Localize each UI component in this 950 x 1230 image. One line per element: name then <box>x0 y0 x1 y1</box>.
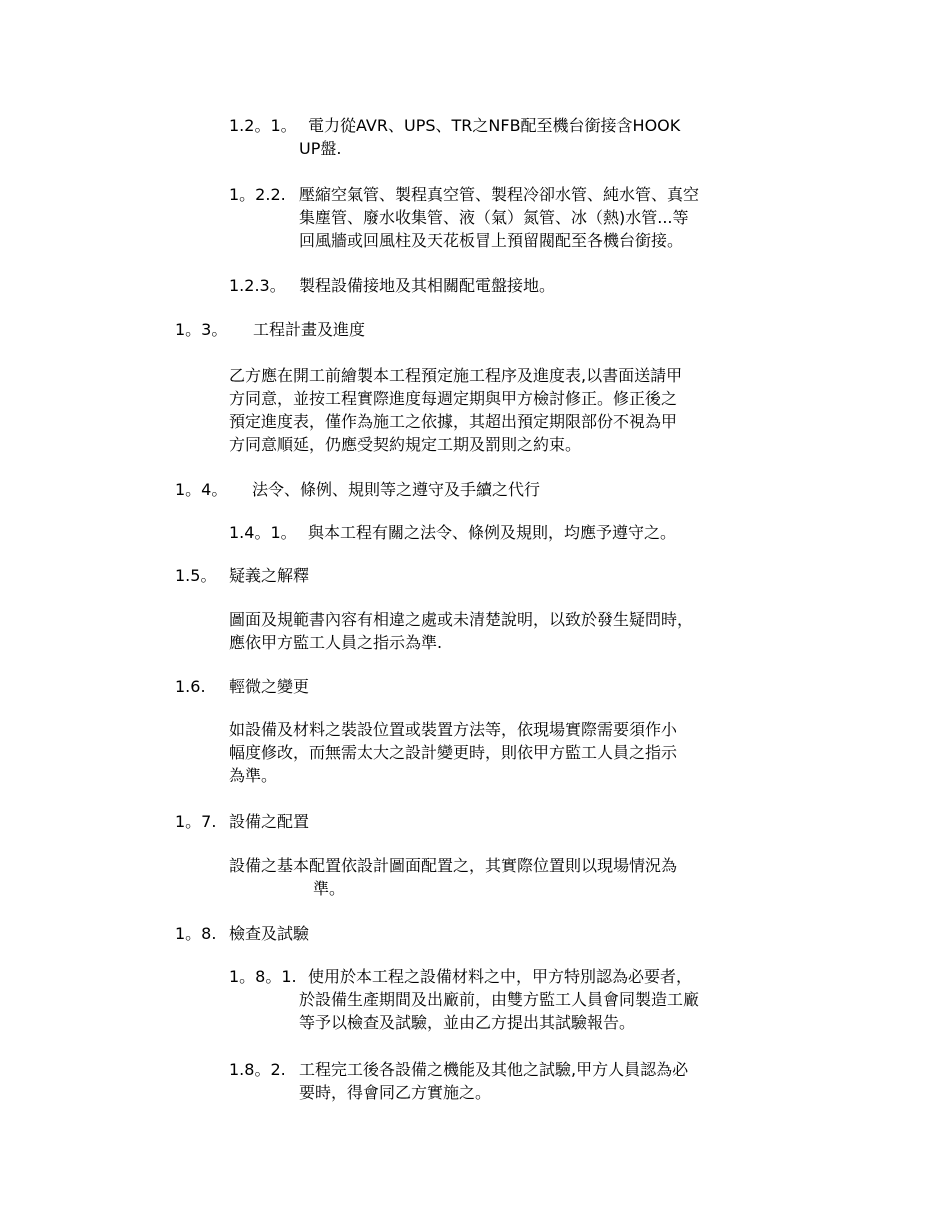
item-text: 要時，得會同乙方實施之。 <box>299 1083 492 1102</box>
paragraph-line: 設備之基本配置依設計圖面配置之，其實際位置則以現場情況為 <box>229 856 678 875</box>
item-text: 集塵管、廢水收集管、液（氣）氮管、冰（熱)水管...等 <box>299 208 689 227</box>
section-title: 輕微之變更 <box>229 677 310 696</box>
paragraph-line: 方同意順延，仍應受契約規定工期及罰則之約束。 <box>229 435 582 454</box>
item-text: 使用於本工程之設備材料之中，甲方特別認為必要者， <box>308 967 693 986</box>
paragraph-1-7 <box>229 854 677 900</box>
section-heading-1-8 <box>175 922 309 945</box>
paragraph-1-3 <box>229 364 682 456</box>
section-number: 1。7. <box>175 812 217 831</box>
item-text: 等予以檢查及試驗，並由乙方提出其試驗報告。 <box>299 1013 636 1032</box>
item-1-8-1 <box>229 965 699 1034</box>
section-title: 法令、條例、規則等之遵守及手續之代行 <box>252 480 541 499</box>
item-1-8-2 <box>229 1058 688 1104</box>
item-number: 1。2.2. <box>229 185 286 204</box>
item-text: 電力從AVR、UPS、TR之NFB配至機台銜接含HOOK <box>308 116 681 135</box>
item-1-4-1 <box>229 521 676 544</box>
item-1-2-3 <box>229 274 555 297</box>
item-1-2-2 <box>229 183 699 252</box>
paragraph-line: 乙方應在開工前繪製本工程預定施工程序及進度表,以書面送請甲 <box>229 366 683 385</box>
item-number: 1.2。1。 <box>229 116 297 135</box>
paragraph-1-6 <box>229 718 677 787</box>
section-heading-1-4 <box>175 478 540 501</box>
paragraph-line: 方同意，並按工程實際進度每週定期與甲方檢討修正。修正後之 <box>229 389 678 408</box>
section-number: 1.5。 <box>175 566 217 585</box>
item-text: 回風牆或回風柱及天花板冒上預留閥配至各機台銜接。 <box>299 231 684 250</box>
paragraph-line: 幅度修改，而無需太大之設計變更時，則依甲方監工人員之指示 <box>229 743 678 762</box>
section-heading-1-3 <box>175 318 365 341</box>
item-text: 與本工程有關之法令、條例及規則，均應予遵守之。 <box>308 523 677 542</box>
item-1-2-1 <box>229 114 680 160</box>
item-number: 1.8。2. <box>229 1060 286 1079</box>
section-title: 工程計畫及進度 <box>253 320 366 339</box>
item-number: 1.4。1。 <box>229 523 297 542</box>
section-number: 1。8. <box>175 924 217 943</box>
section-heading-1-6 <box>175 675 309 698</box>
item-number: 1.2.3。 <box>229 276 286 295</box>
paragraph-line: 預定進度表，僅作為施工之依據，其超出預定期限部份不視為甲 <box>229 412 678 431</box>
section-number: 1。3。 <box>175 320 228 339</box>
item-text: UP盤. <box>299 139 342 158</box>
paragraph-line: 應依甲方監工人員之指示為準. <box>229 633 443 652</box>
paragraph-line: 如設備及材料之裝設位置或裝置方法等，依現場實際需要須作小 <box>229 720 678 739</box>
section-heading-1-5 <box>175 564 309 587</box>
section-number: 1.6. <box>175 677 206 696</box>
item-text: 壓縮空氣管、製程真空管、製程冷卻水管、純水管、真空 <box>299 185 700 204</box>
paragraph-line: 準。 <box>313 879 346 898</box>
section-title: 檢查及試驗 <box>229 924 310 943</box>
paragraph-line: 圖面及規範書內容有相違之處或未清楚說明，以致於發生疑問時， <box>229 610 694 629</box>
section-heading-1-7 <box>175 810 309 833</box>
item-text: 於設備生產期間及出廠前，由雙方監工人員會同製造工廠 <box>299 990 700 1009</box>
paragraph-line: 為準。 <box>229 766 278 785</box>
item-text: 工程完工後各設備之機能及其他之試驗,甲方人員認為必 <box>299 1060 689 1079</box>
section-title: 疑義之解釋 <box>229 566 310 585</box>
section-title: 設備之配置 <box>229 812 310 831</box>
item-text: 製程設備接地及其相關配電盤接地。 <box>299 276 556 295</box>
paragraph-1-5 <box>229 608 693 654</box>
section-number: 1。4。 <box>175 480 228 499</box>
item-number: 1。8。1. <box>229 967 297 986</box>
